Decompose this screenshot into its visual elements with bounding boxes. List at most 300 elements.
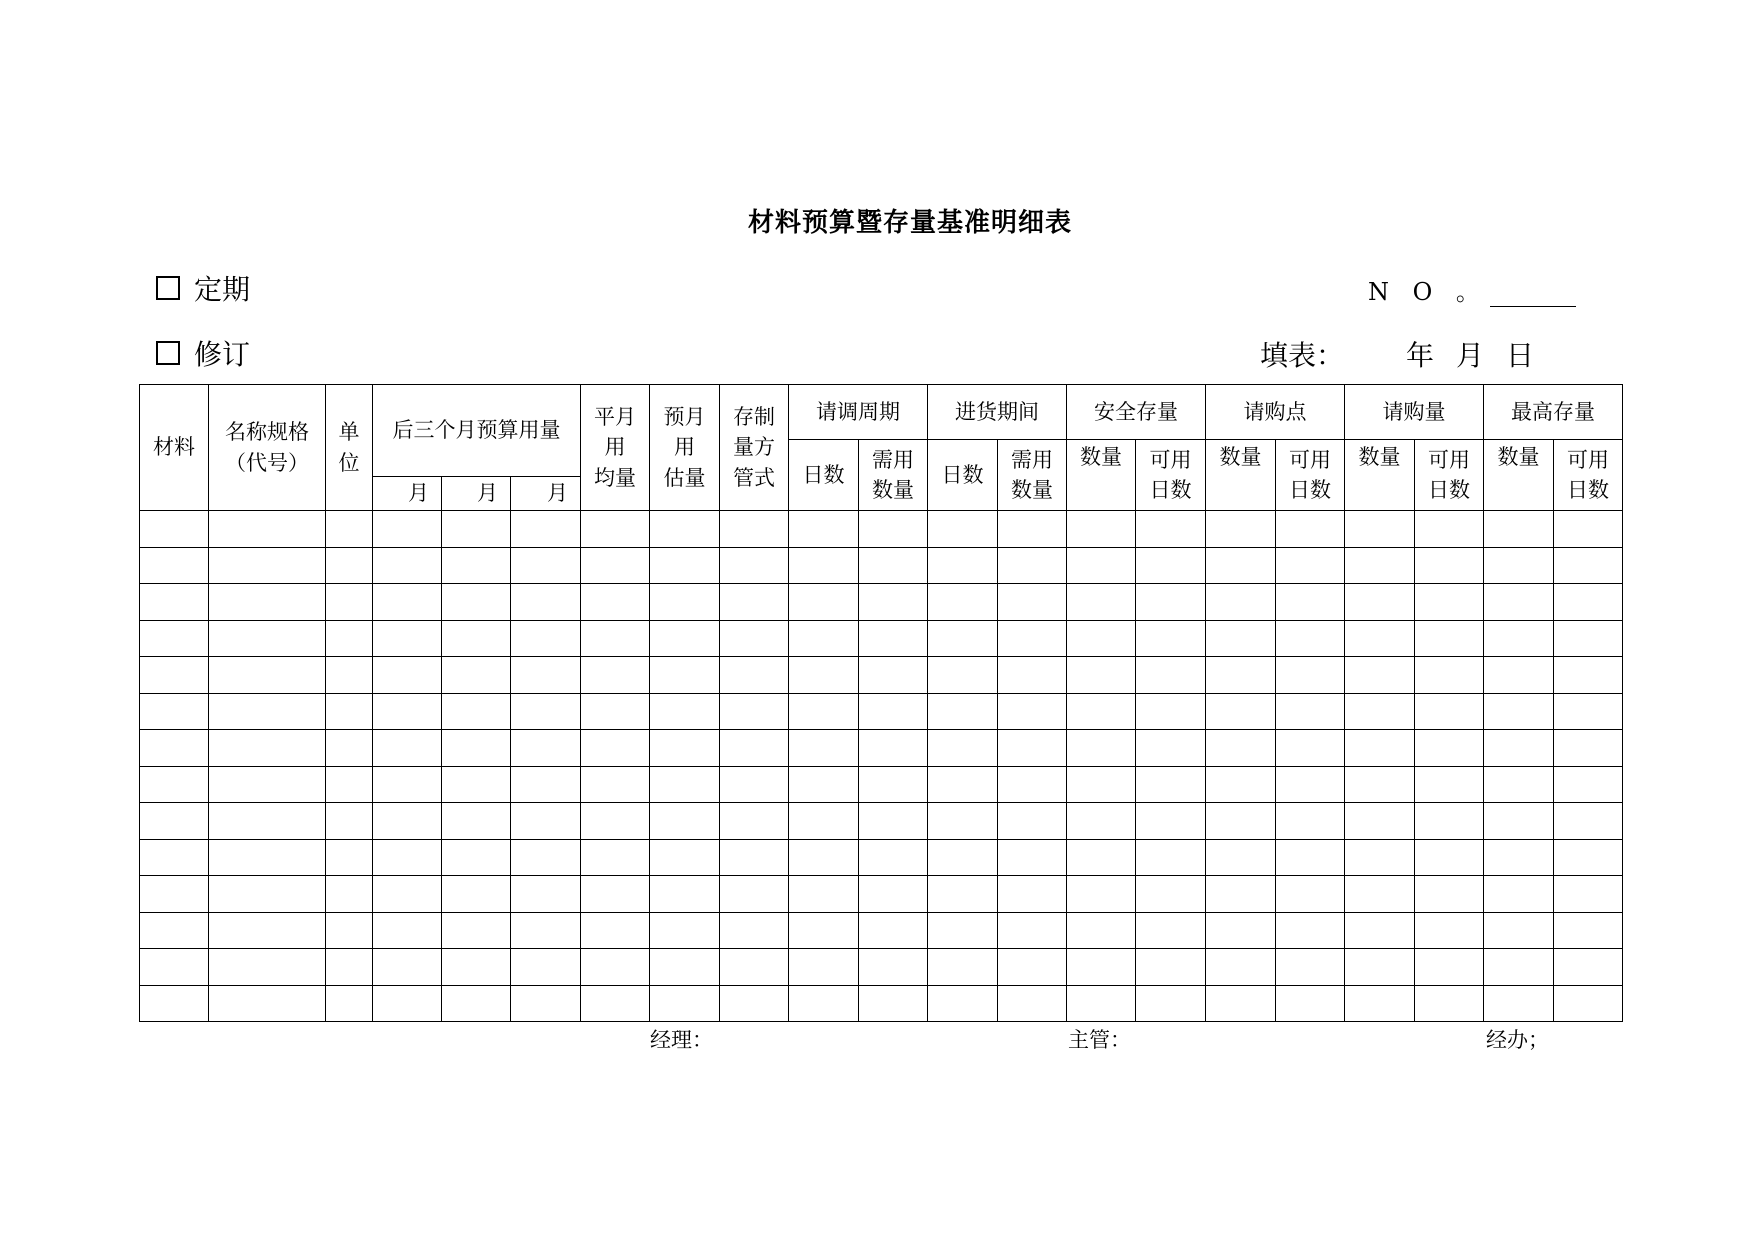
table-cell[interactable] [1206,620,1276,657]
table-cell[interactable] [720,547,789,584]
table-cell[interactable] [928,876,998,913]
table-cell[interactable] [1276,511,1345,548]
table-cell[interactable] [1554,730,1623,767]
table-cell[interactable] [140,839,209,876]
table-cell[interactable] [140,985,209,1022]
table-cell[interactable] [511,657,581,694]
table-cell[interactable] [1554,584,1623,621]
table-cell[interactable] [1345,693,1415,730]
table-cell[interactable] [209,620,326,657]
table-cell[interactable] [140,949,209,986]
table-cell[interactable] [1206,912,1276,949]
table-cell[interactable] [511,730,581,767]
table-cell[interactable] [650,693,720,730]
table-cell[interactable] [1067,912,1136,949]
table-cell[interactable] [859,693,928,730]
table-cell[interactable] [1136,876,1206,913]
table-cell[interactable] [1484,876,1554,913]
table-cell[interactable] [1484,730,1554,767]
table-cell[interactable] [1415,547,1484,584]
table-cell[interactable] [140,803,209,840]
table-cell[interactable] [1484,511,1554,548]
table-cell[interactable] [1415,730,1484,767]
table-cell[interactable] [140,912,209,949]
table-cell[interactable] [140,584,209,621]
table-cell[interactable] [442,693,511,730]
table-cell[interactable] [928,839,998,876]
table-cell[interactable] [1206,511,1276,548]
table-cell[interactable] [1136,693,1206,730]
table-cell[interactable] [789,584,859,621]
table-cell[interactable] [720,949,789,986]
table-cell[interactable] [581,657,650,694]
table-cell[interactable] [1484,620,1554,657]
table-cell[interactable] [998,803,1067,840]
table-cell[interactable] [998,693,1067,730]
table-cell[interactable] [511,620,581,657]
table-cell[interactable] [1415,657,1484,694]
table-cell[interactable] [1136,949,1206,986]
table-cell[interactable] [928,949,998,986]
table-cell[interactable] [581,949,650,986]
table-cell[interactable] [209,803,326,840]
table-cell[interactable] [1067,803,1136,840]
table-cell[interactable] [859,766,928,803]
table-cell[interactable] [998,657,1067,694]
table-cell[interactable] [581,584,650,621]
table-cell[interactable] [140,730,209,767]
table-cell[interactable] [209,547,326,584]
table-cell[interactable] [1136,730,1206,767]
table-cell[interactable] [859,730,928,767]
table-cell[interactable] [998,730,1067,767]
table-cell[interactable] [720,584,789,621]
table-cell[interactable] [1276,584,1345,621]
table-cell[interactable] [998,511,1067,548]
table-cell[interactable] [326,912,373,949]
table-cell[interactable] [1345,949,1415,986]
table-cell[interactable] [1415,803,1484,840]
table-cell[interactable] [789,985,859,1022]
table-cell[interactable] [140,766,209,803]
table-cell[interactable] [1206,985,1276,1022]
table-cell[interactable] [998,547,1067,584]
table-cell[interactable] [650,511,720,548]
table-cell[interactable] [442,584,511,621]
table-cell[interactable] [1067,985,1136,1022]
table-cell[interactable] [998,985,1067,1022]
table-cell[interactable] [511,876,581,913]
table-cell[interactable] [442,876,511,913]
table-cell[interactable] [650,547,720,584]
table-cell[interactable] [859,547,928,584]
table-cell[interactable] [581,693,650,730]
table-cell[interactable] [1484,912,1554,949]
table-cell[interactable] [1484,985,1554,1022]
table-cell[interactable] [1276,985,1345,1022]
table-cell[interactable] [1345,803,1415,840]
table-cell[interactable] [789,803,859,840]
table-cell[interactable] [928,803,998,840]
table-cell[interactable] [442,730,511,767]
table-cell[interactable] [442,620,511,657]
table-cell[interactable] [511,803,581,840]
table-cell[interactable] [650,949,720,986]
table-cell[interactable] [326,511,373,548]
table-cell[interactable] [1554,547,1623,584]
table-cell[interactable] [1136,657,1206,694]
table-cell[interactable] [1345,511,1415,548]
table-cell[interactable] [511,985,581,1022]
table-cell[interactable] [998,949,1067,986]
table-cell[interactable] [1484,693,1554,730]
table-cell[interactable] [1554,766,1623,803]
table-cell[interactable] [859,511,928,548]
table-cell[interactable] [1136,547,1206,584]
table-cell[interactable] [720,839,789,876]
table-cell[interactable] [1206,730,1276,767]
table-cell[interactable] [1554,511,1623,548]
table-cell[interactable] [1067,620,1136,657]
table-cell[interactable] [209,584,326,621]
table-cell[interactable] [859,985,928,1022]
table-cell[interactable] [859,803,928,840]
table-cell[interactable] [650,657,720,694]
table-cell[interactable] [650,584,720,621]
table-cell[interactable] [511,766,581,803]
table-cell[interactable] [1554,803,1623,840]
table-cell[interactable] [1415,912,1484,949]
table-cell[interactable] [373,547,442,584]
table-cell[interactable] [373,949,442,986]
table-cell[interactable] [789,620,859,657]
table-cell[interactable] [442,803,511,840]
table-cell[interactable] [1276,912,1345,949]
table-cell[interactable] [720,730,789,767]
table-cell[interactable] [1415,985,1484,1022]
table-cell[interactable] [511,547,581,584]
table-cell[interactable] [442,912,511,949]
table-cell[interactable] [209,985,326,1022]
table-cell[interactable] [859,839,928,876]
table-cell[interactable] [1554,657,1623,694]
table-cell[interactable] [1345,657,1415,694]
table-cell[interactable] [1067,511,1136,548]
table-cell[interactable] [581,620,650,657]
table-cell[interactable] [326,620,373,657]
table-cell[interactable] [209,876,326,913]
checkbox-periodic[interactable] [156,276,180,300]
table-cell[interactable] [1554,839,1623,876]
table-cell[interactable] [650,620,720,657]
table-cell[interactable] [789,693,859,730]
table-cell[interactable] [373,803,442,840]
table-cell[interactable] [1136,803,1206,840]
option-periodic[interactable] [156,268,250,308]
table-cell[interactable] [928,766,998,803]
table-cell[interactable] [209,730,326,767]
table-cell[interactable] [1067,766,1136,803]
table-cell[interactable] [1345,730,1415,767]
table-cell[interactable] [720,876,789,913]
table-cell[interactable] [326,876,373,913]
table-cell[interactable] [581,803,650,840]
table-cell[interactable] [998,912,1067,949]
table-cell[interactable] [326,693,373,730]
table-cell[interactable] [1276,803,1345,840]
table-cell[interactable] [720,620,789,657]
table-cell[interactable] [650,876,720,913]
table-cell[interactable] [1067,876,1136,913]
table-cell[interactable] [1136,584,1206,621]
table-cell[interactable] [789,730,859,767]
table-cell[interactable] [1206,584,1276,621]
table-cell[interactable] [1415,949,1484,986]
table-cell[interactable] [928,511,998,548]
table-cell[interactable] [1415,766,1484,803]
table-cell[interactable] [140,620,209,657]
table-cell[interactable] [928,912,998,949]
table-cell[interactable] [373,985,442,1022]
table-cell[interactable] [998,766,1067,803]
table-cell[interactable] [1067,949,1136,986]
table-cell[interactable] [373,730,442,767]
table-cell[interactable] [1345,547,1415,584]
table-cell[interactable] [1484,803,1554,840]
table-cell[interactable] [373,511,442,548]
table-cell[interactable] [1554,912,1623,949]
table-cell[interactable] [859,912,928,949]
form-number-blank[interactable] [1490,282,1576,307]
table-cell[interactable] [511,693,581,730]
table-cell[interactable] [1276,620,1345,657]
table-cell[interactable] [1345,584,1415,621]
table-cell[interactable] [928,730,998,767]
table-cell[interactable] [1554,949,1623,986]
table-cell[interactable] [1206,657,1276,694]
table-cell[interactable] [720,803,789,840]
table-cell[interactable] [859,620,928,657]
table-cell[interactable] [511,912,581,949]
table-cell[interactable] [720,511,789,548]
table-cell[interactable] [789,839,859,876]
table-cell[interactable] [581,511,650,548]
table-cell[interactable] [373,584,442,621]
table-cell[interactable] [1206,876,1276,913]
table-cell[interactable] [140,547,209,584]
table-cell[interactable] [928,657,998,694]
table-cell[interactable] [442,511,511,548]
table-cell[interactable] [1136,766,1206,803]
table-cell[interactable] [326,584,373,621]
table-cell[interactable] [789,766,859,803]
table-cell[interactable] [789,912,859,949]
table-cell[interactable] [1345,876,1415,913]
table-cell[interactable] [1554,693,1623,730]
table-cell[interactable] [511,584,581,621]
table-cell[interactable] [581,839,650,876]
table-cell[interactable] [581,985,650,1022]
table-cell[interactable] [140,511,209,548]
table-cell[interactable] [1136,839,1206,876]
table-cell[interactable] [1345,985,1415,1022]
table-cell[interactable] [1276,730,1345,767]
table-cell[interactable] [209,839,326,876]
table-cell[interactable] [1067,584,1136,621]
table-cell[interactable] [209,949,326,986]
table-cell[interactable] [140,876,209,913]
table-cell[interactable] [442,985,511,1022]
table-cell[interactable] [1067,730,1136,767]
table-cell[interactable] [720,693,789,730]
table-cell[interactable] [1067,839,1136,876]
table-cell[interactable] [1276,876,1345,913]
table-cell[interactable] [209,693,326,730]
table-cell[interactable] [1554,985,1623,1022]
table-cell[interactable] [1484,547,1554,584]
table-cell[interactable] [326,985,373,1022]
table-cell[interactable] [581,730,650,767]
table-cell[interactable] [581,547,650,584]
table-cell[interactable] [326,803,373,840]
table-cell[interactable] [650,730,720,767]
table-cell[interactable] [1136,620,1206,657]
table-cell[interactable] [442,547,511,584]
table-cell[interactable] [373,876,442,913]
table-cell[interactable] [998,876,1067,913]
table-cell[interactable] [442,766,511,803]
table-cell[interactable] [1345,620,1415,657]
table-cell[interactable] [1206,949,1276,986]
table-cell[interactable] [1415,584,1484,621]
table-cell[interactable] [373,620,442,657]
table-cell[interactable] [209,657,326,694]
table-cell[interactable] [1415,511,1484,548]
table-cell[interactable] [1276,949,1345,986]
header-name-spec-line2: （代号） [225,450,309,475]
table-cell[interactable] [859,876,928,913]
table-cell[interactable] [326,657,373,694]
table-cell[interactable] [1136,985,1206,1022]
table-cell[interactable] [650,803,720,840]
table-cell[interactable] [650,912,720,949]
table-cell[interactable] [1276,693,1345,730]
table-cell[interactable] [720,985,789,1022]
table-cell[interactable] [1345,766,1415,803]
table-cell[interactable] [1067,657,1136,694]
table-cell[interactable] [789,547,859,584]
table-cell[interactable] [859,584,928,621]
table-cell[interactable] [1345,839,1415,876]
table-cell[interactable] [1415,876,1484,913]
table-cell[interactable] [998,839,1067,876]
table-cell[interactable] [789,657,859,694]
table-cell[interactable] [1206,839,1276,876]
table-cell[interactable] [1415,839,1484,876]
table-cell[interactable] [581,912,650,949]
table-cell[interactable] [442,839,511,876]
table-cell[interactable] [1067,547,1136,584]
table-cell[interactable] [1206,766,1276,803]
table-cell[interactable] [511,511,581,548]
table-cell[interactable] [720,657,789,694]
table-cell[interactable] [1276,839,1345,876]
table-cell[interactable] [209,766,326,803]
table-cell[interactable] [373,839,442,876]
table-cell[interactable] [1415,693,1484,730]
table-cell[interactable] [789,511,859,548]
table-cell[interactable] [511,949,581,986]
table-cell[interactable] [789,876,859,913]
table-cell[interactable] [1136,912,1206,949]
table-cell[interactable] [1554,876,1623,913]
table-cell[interactable] [1136,511,1206,548]
table-cell[interactable] [928,584,998,621]
table-cell[interactable] [1484,839,1554,876]
table-cell[interactable] [581,876,650,913]
table-cell[interactable] [859,949,928,986]
table-cell[interactable] [928,620,998,657]
table-cell[interactable] [511,839,581,876]
table-cell[interactable] [1415,620,1484,657]
table-cell[interactable] [1276,657,1345,694]
table-cell[interactable] [998,584,1067,621]
table-cell[interactable] [373,766,442,803]
table-cell[interactable] [140,693,209,730]
table-cell[interactable] [1206,803,1276,840]
table-cell[interactable] [326,839,373,876]
table-cell[interactable] [1067,693,1136,730]
table-cell[interactable] [789,949,859,986]
table-cell[interactable] [373,657,442,694]
table-cell[interactable] [1206,693,1276,730]
table-cell[interactable] [1484,657,1554,694]
table-cell[interactable] [998,620,1067,657]
table-cell[interactable] [209,511,326,548]
table-cell[interactable] [1345,912,1415,949]
table-cell[interactable] [326,730,373,767]
table-cell[interactable] [720,912,789,949]
table-cell[interactable] [650,766,720,803]
table-cell[interactable] [1554,620,1623,657]
table-cell[interactable] [442,657,511,694]
table-cell[interactable] [326,547,373,584]
table-cell[interactable] [1484,766,1554,803]
table-cell[interactable] [373,912,442,949]
table-cell[interactable] [650,839,720,876]
table-cell[interactable] [326,766,373,803]
option-revision[interactable] [156,333,250,373]
table-cell[interactable] [720,766,789,803]
table-cell[interactable] [442,949,511,986]
table-cell[interactable] [1276,766,1345,803]
table-cell[interactable] [1206,547,1276,584]
table-cell[interactable] [928,547,998,584]
table-cell[interactable] [581,766,650,803]
table-cell[interactable] [1484,949,1554,986]
table-cell[interactable] [373,693,442,730]
table-cell[interactable] [859,657,928,694]
checkbox-revision[interactable] [156,341,180,365]
table-cell[interactable] [650,985,720,1022]
table-cell[interactable] [928,693,998,730]
table-cell[interactable] [928,985,998,1022]
table-cell[interactable] [326,949,373,986]
table-cell[interactable] [209,912,326,949]
table-cell[interactable] [1484,584,1554,621]
table-cell[interactable] [140,657,209,694]
table-cell[interactable] [1276,547,1345,584]
